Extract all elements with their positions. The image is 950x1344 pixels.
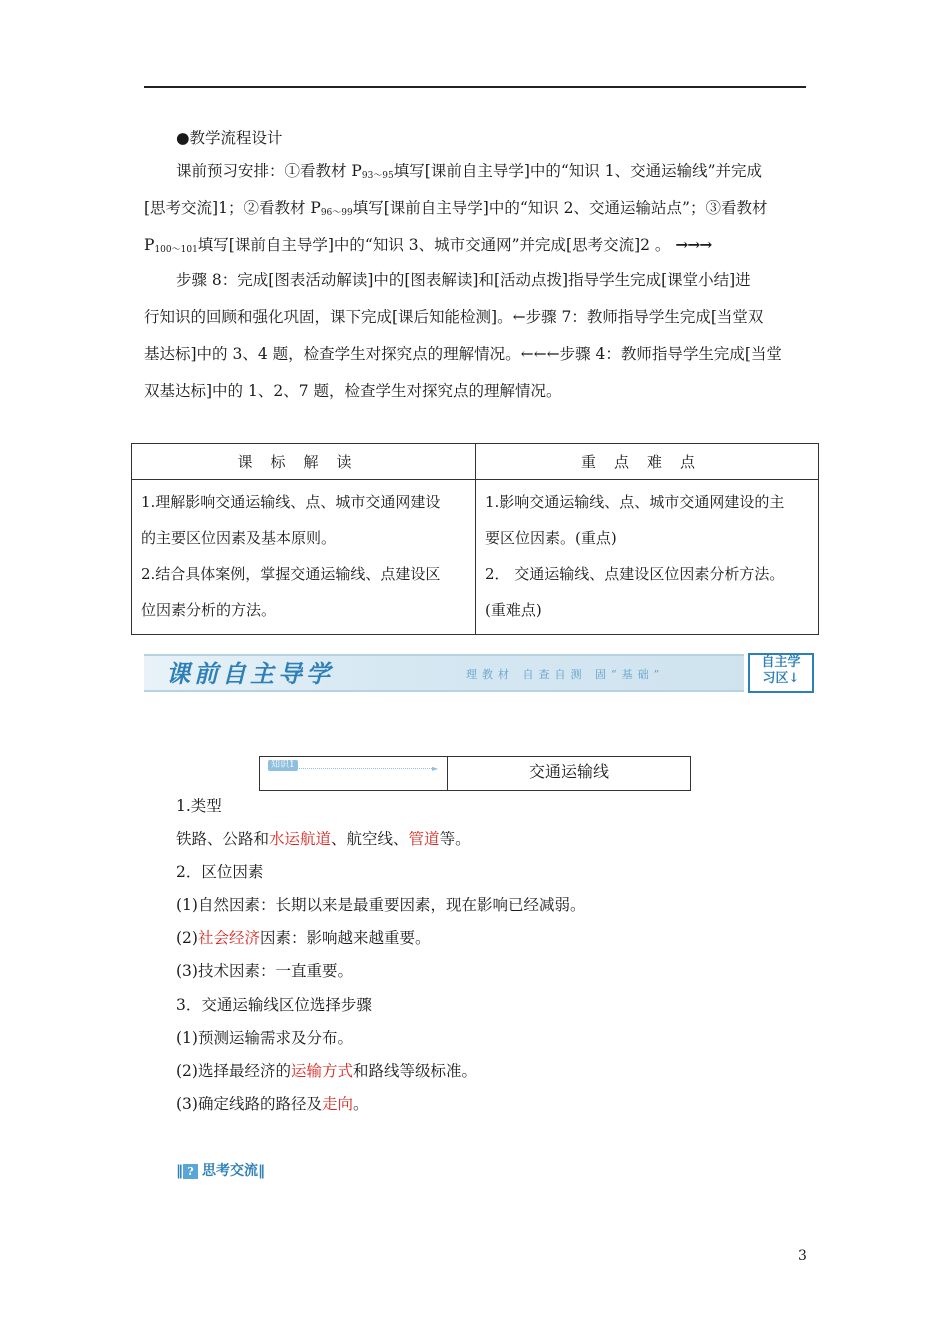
top-rule [144, 86, 806, 88]
banner-title: 课前自主导学 [166, 659, 334, 688]
step-line-3: 基达标]中的 3、4 题，检查学生对探究点的理解情况。←←←步骤 4：教师指导学生完成[当堂 [144, 345, 782, 363]
steps-heading: 3．交通运输线区位选择步骤 [176, 996, 372, 1014]
preview-line-2: [思考交流]1；②看教材 $P_{96\sim 99}$填写[课前自主导学]中的“知识 2、交通运输站点”；③看教材 [144, 199, 768, 218]
step-line-4: 双基达标]中的 1、2、7 题，检查学生对探究点的理解情况。 [144, 382, 562, 400]
arrow-right-icon: ► [432, 764, 439, 773]
step-2: (2)选择最经济的运输方式和路线等级标准。 [176, 1062, 477, 1080]
factor-1: (1)自然因素：长期以来是最重要因素，现在影响已经减弱。 [176, 896, 586, 914]
design-heading: ●教学流程设计 [176, 129, 283, 147]
type-heading: 1.类型 [176, 797, 222, 815]
dotted-line [294, 768, 434, 769]
knowledge-title: 交通运输线 [528, 762, 609, 781]
step-line-2: 行知识的回顾和强化巩固，课下完成[课后知能检测]。←步骤 7：教师指导学生完成[当堂双 [144, 308, 764, 326]
key-points-cell: 1.影响交通运输线、点、城市交通网建设的主 要区位因素。(重点) 2． 交通运输线、点建设区位因素分析方法。 (重难点) [476, 480, 819, 635]
step-3: (3)确定线路的路径及走向。 [176, 1095, 369, 1113]
factor-heading: 2．区位因素 [176, 863, 264, 881]
factor-2: (2)社会经济因素：影响越来越重要。 [176, 929, 431, 947]
banner-subtitle: 理教材 自查自测 固“基础” [466, 668, 665, 681]
think-exchange-heading: ‖ ? 思考交流‖ [176, 1163, 265, 1179]
step-line-1: 步骤 8：完成[图表活动解读]中的[图表解读]和[活动点拨]指导学生完成[课堂小结]进 [176, 271, 751, 289]
flow-arrows: →→→ [675, 235, 712, 254]
knowledge-tag-cell [260, 757, 448, 790]
step-1: (1)预测运输需求及分布。 [176, 1029, 353, 1047]
section-banner [144, 650, 816, 692]
page-number: 3 [798, 1248, 807, 1264]
knowledge-tag: 知识1 [268, 760, 298, 771]
header-key-points: 重点难点 [476, 444, 819, 480]
question-icon: ? [183, 1164, 198, 1179]
type-body: 铁路、公路和水运航道、航空线、管道等。 [176, 830, 471, 848]
header-standards: 课标解读 [132, 444, 476, 480]
preview-line-3: $P_{100\sim 101}$填写[课前自主导学]中的“知识 3、城市交通网”并完成[思考交流]2 。 →→→ [144, 235, 712, 255]
preview-line-1: 课前预习安排：①看教材 $P_{93\sim 95}$填写[课前自主导学]中的“知识 1、交通运输线”并完成 [176, 162, 762, 181]
knowledge-box [259, 756, 691, 791]
standards-cell: 1.理解影响交通运输线、点、城市交通网建设 的主要区位因素及基本原则。 2.结合具体案例，掌握交通运输线、点建设区 位因素分析的方法。 [132, 480, 476, 635]
self-study-badge: 自主学 习区↓ [748, 653, 814, 693]
standards-table [131, 443, 819, 635]
factor-3: (3)技术因素：一直重要。 [176, 962, 353, 980]
